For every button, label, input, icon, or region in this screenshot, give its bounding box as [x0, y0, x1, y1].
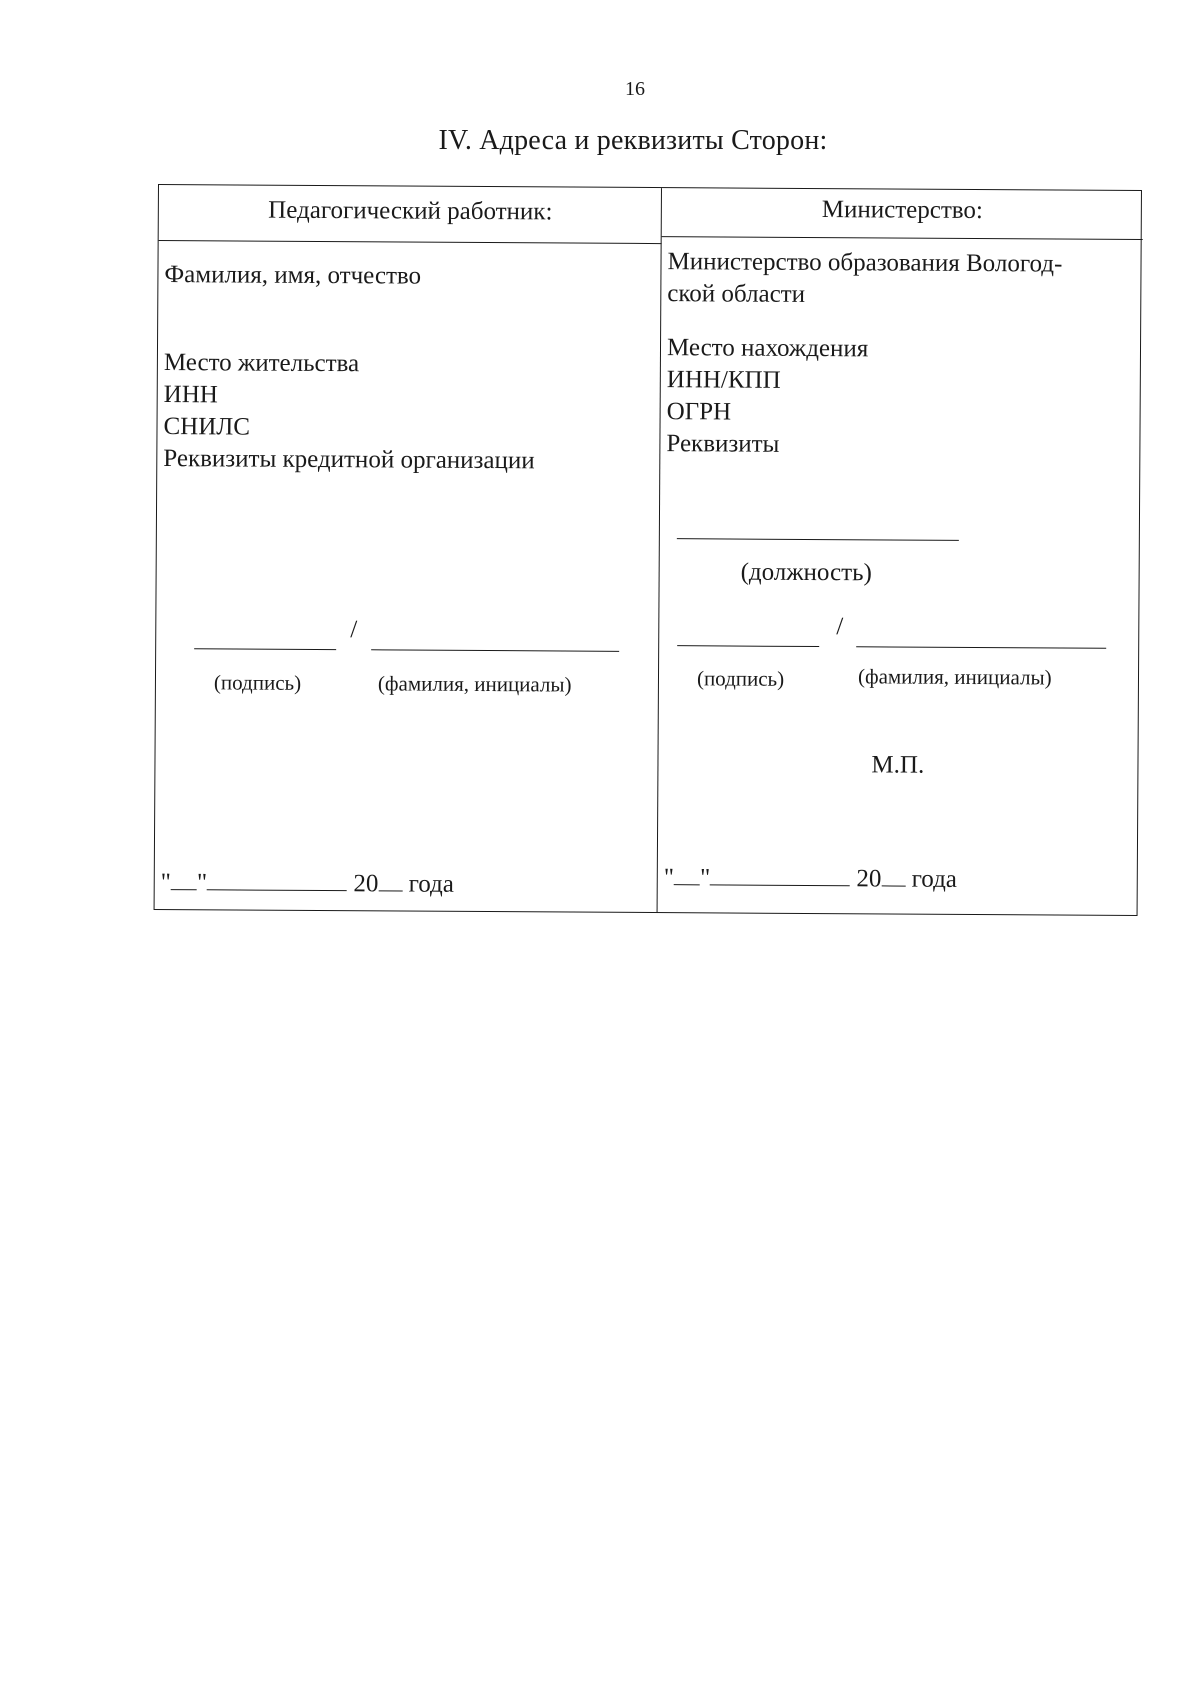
teacher-header: Педагогический работник: [268, 196, 553, 226]
teacher-field-snils: СНИЛС [163, 413, 251, 441]
date-quote-close: " [196, 869, 208, 897]
teacher-name-caption: (фамилия, инициалы) [377, 671, 572, 697]
teacher-signature-line [194, 648, 336, 650]
year-prefix: 20 [353, 870, 379, 898]
ministry-signature-line [677, 645, 819, 647]
ministry-name-line2: ской области [667, 280, 806, 308]
date-quote-close: " [699, 864, 711, 892]
teacher-field-bank-details: Реквизиты кредитной организации [163, 445, 535, 475]
year-blank [378, 868, 402, 891]
date-quote-open: " [663, 864, 675, 892]
ministry-name-caption: (фамилия, инициалы) [857, 664, 1052, 690]
year-blank [881, 863, 905, 886]
date-suffix: года [911, 865, 958, 893]
year-prefix: 20 [856, 865, 882, 893]
section-title: IV. Адреса и реквизиты Сторон: [438, 125, 828, 156]
column-divider [657, 188, 663, 912]
ministry-slash: / [836, 613, 844, 641]
teacher-signature-caption: (подпись) [213, 670, 302, 695]
date-suffix: года [408, 870, 454, 898]
teacher-field-residence: Место жительства [163, 349, 360, 378]
day-blank [171, 867, 197, 890]
requisites-table [154, 184, 1142, 916]
header-rule-left [159, 240, 662, 244]
ministry-field-requisites: Реквизиты [666, 430, 780, 458]
ministry-field-inn-kpp: ИНН/КПП [666, 366, 781, 394]
page-number: 16 [625, 78, 645, 100]
ministry-field-location: Место нахождения [666, 334, 869, 363]
ministry-header: Министерство: [821, 196, 983, 225]
teacher-full-name-label: Фамилия, имя, отчество [164, 261, 422, 290]
ministry-field-ogrn: ОГРН [666, 398, 732, 426]
ministry-signature-caption: (подпись) [696, 666, 785, 691]
ministry-name-line1: Министерство образования Вологод- [667, 248, 1063, 278]
ministry-name-line [856, 646, 1106, 649]
ministry-position-caption: (должность) [740, 558, 872, 587]
teacher-slash: / [350, 616, 358, 644]
day-blank [674, 862, 700, 885]
ministry-date [664, 862, 957, 896]
month-blank [710, 862, 850, 886]
ministry-position-line [677, 538, 959, 541]
header-rule-right [662, 236, 1143, 240]
teacher-name-line [371, 649, 619, 652]
month-blank [207, 867, 347, 891]
teacher-field-inn: ИНН [163, 381, 218, 409]
teacher-date [161, 867, 454, 901]
ministry-stamp-mark: М.П. [871, 751, 925, 779]
date-quote-open: " [160, 869, 172, 897]
